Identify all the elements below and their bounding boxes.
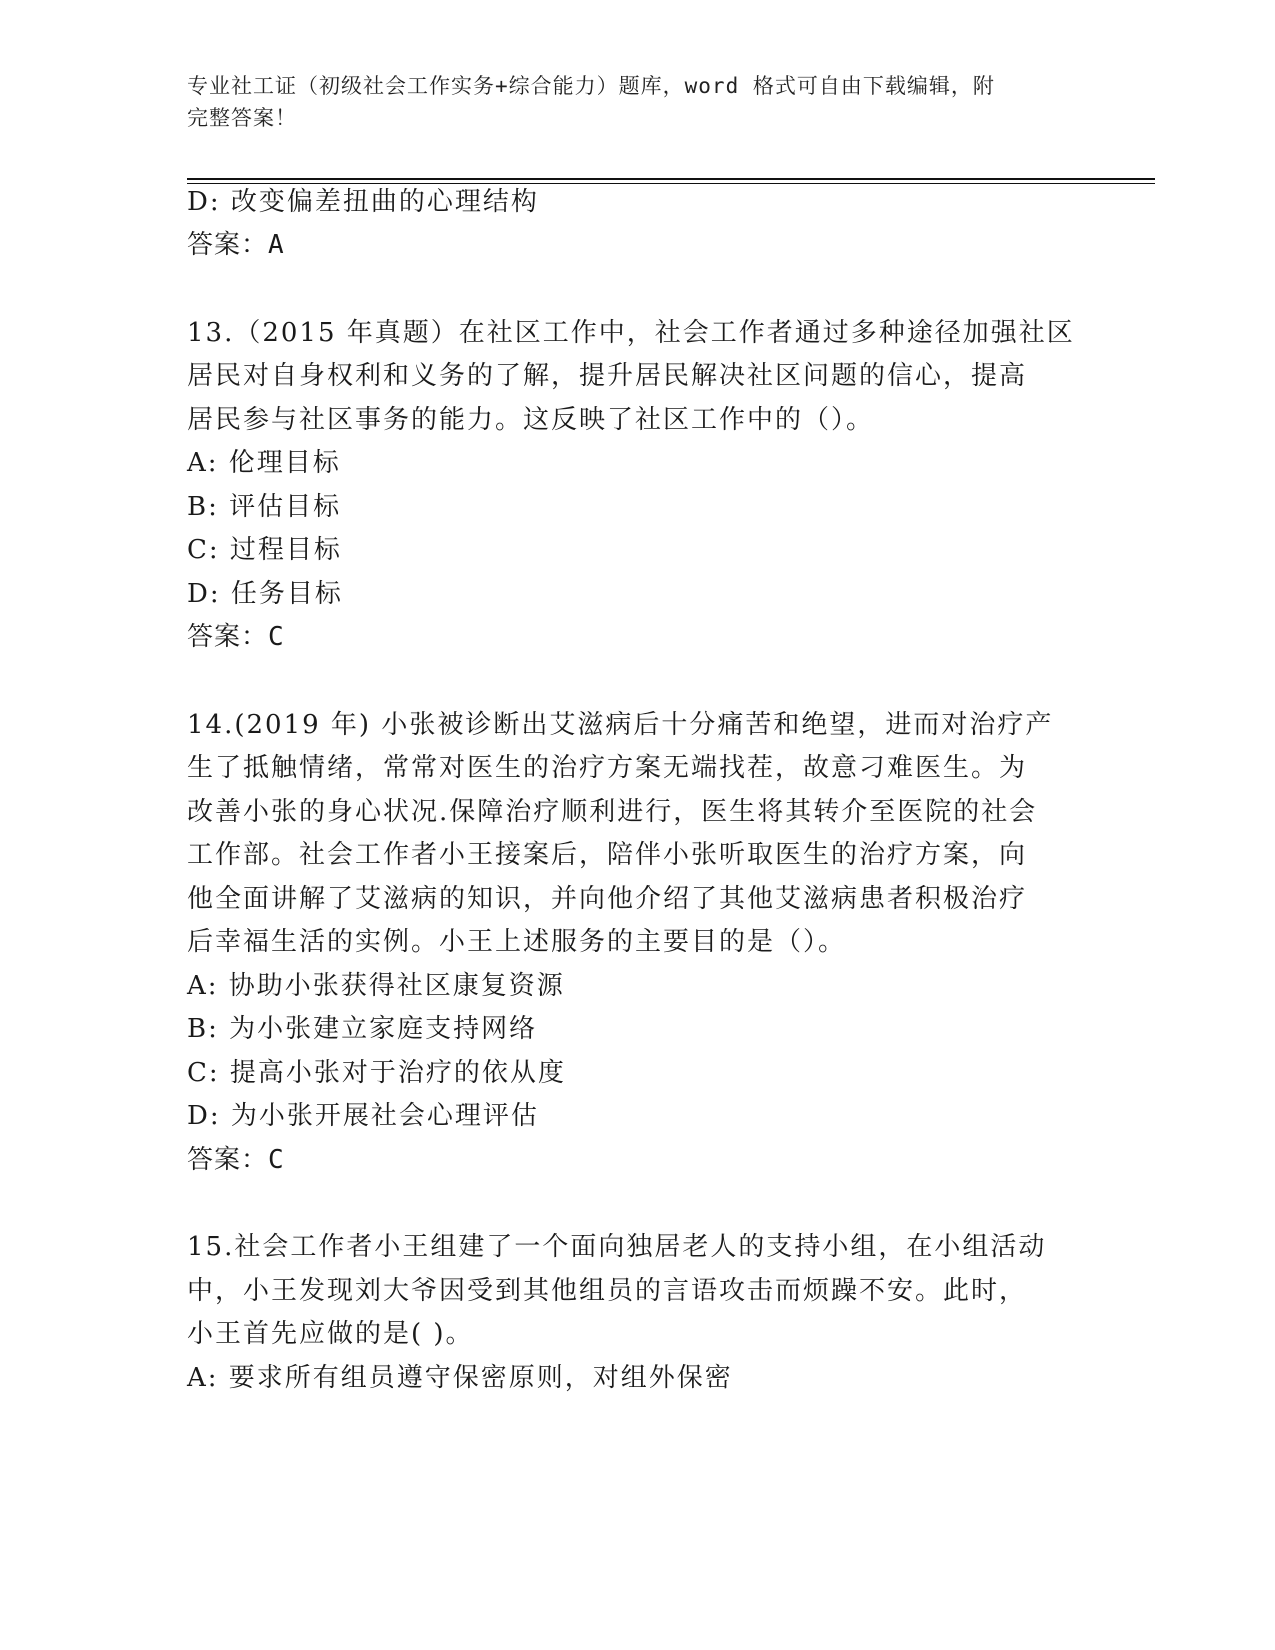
q13-option-c: C: 过程目标 [187, 535, 342, 565]
q13-text-line-3: 居民参与社区事务的能力。这反映了社区工作中的（）。 [187, 405, 875, 435]
q14-option-c: C: 提高小张对于治疗的依从度 [187, 1058, 566, 1088]
q15-option-a: A: 要求所有组员遵守保密原则，对组外保密 [187, 1363, 733, 1393]
answer-value: C [268, 622, 285, 652]
document-header [187, 70, 1087, 134]
header-line-1: 专业社工证（初级社会工作实务+综合能力）题库，word 格式可自由下载编辑，附 [187, 74, 995, 98]
q14-option-a: A: 协助小张获得社区康复资源 [187, 971, 565, 1001]
q14-text-line-5: 他全面讲解了艾滋病的知识，并向他介绍了其他艾滋病患者积极治疗 [187, 884, 1028, 914]
q12-answer [187, 230, 1087, 260]
q14-text-line-1: 14.(2019 年) 小张被诊断出艾滋病后十分痛苦和绝望，进而对治疗产 [187, 710, 1054, 740]
q12-option-d: D: 改变偏差扭曲的心理结构 [187, 187, 539, 217]
answer-value: A [268, 230, 285, 260]
q13-option-a: A: 伦理目标 [187, 448, 341, 478]
header-divider-thin [187, 183, 1155, 184]
q13-option-d: D: 任务目标 [187, 579, 343, 609]
q13-option-b: B: 评估目标 [187, 492, 342, 522]
q13-answer [187, 622, 1087, 652]
header-divider-thick [187, 178, 1155, 180]
q13-text-line-1: 13.（2015 年真题）在社区工作中，社会工作者通过多种途径加强社区 [187, 318, 1075, 348]
q13-text-line-2: 居民对自身权利和义务的了解，提升居民解决社区问题的信心，提高 [187, 361, 1028, 391]
q15-text-line-2: 中，小王发现刘大爷因受到其他组员的言语攻击而烦躁不安。此时， [187, 1276, 1028, 1306]
q15-text-line-3: 小王首先应做的是( )。 [187, 1319, 474, 1349]
q14-text-line-6: 后幸福生活的实例。小王上述服务的主要目的是（）。 [187, 927, 847, 957]
q14-option-d: D: 为小张开展社会心理评估 [187, 1101, 539, 1131]
answer-value: C [268, 1145, 285, 1175]
header-line-2: 完整答案！ [187, 106, 297, 130]
q14-answer [187, 1145, 1087, 1175]
answer-label: 答案： [187, 1145, 269, 1175]
q14-text-line-3: 改善小张的身心状况.保障治疗顺利进行，医生将其转介至医院的社会 [187, 797, 1038, 827]
answer-label: 答案： [187, 230, 269, 260]
q15-text-line-1: 15.社会工作者小王组建了一个面向独居老人的支持小组，在小组活动 [187, 1232, 1047, 1262]
q14-option-b: B: 为小张建立家庭支持网络 [187, 1014, 538, 1044]
q14-text-line-2: 生了抵触情绪，常常对医生的治疗方案无端找茬，故意刁难医生。为 [187, 753, 1028, 783]
q14-text-line-4: 工作部。社会工作者小王接案后，陪伴小张听取医生的治疗方案，向 [187, 840, 1028, 870]
answer-label: 答案： [187, 622, 269, 652]
